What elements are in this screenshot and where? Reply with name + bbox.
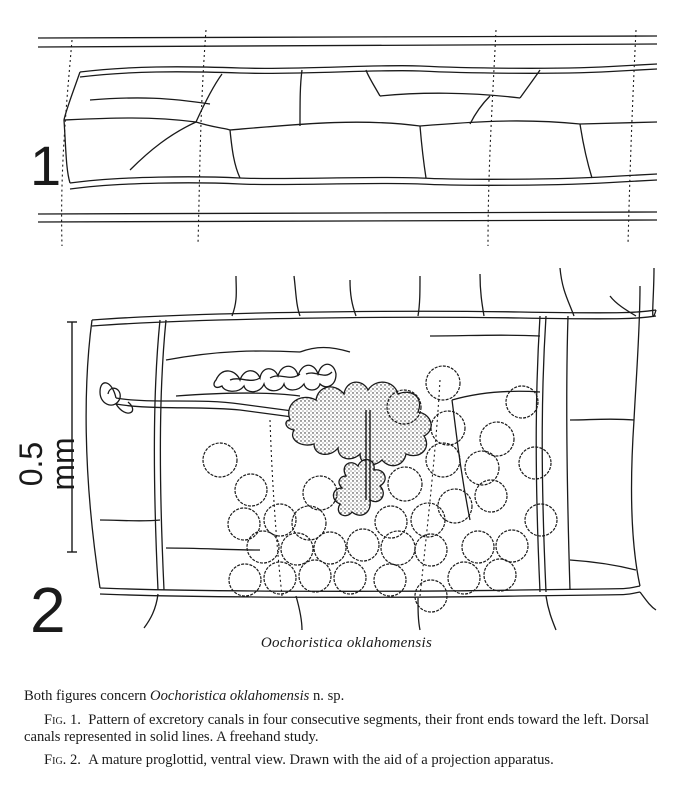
caption-intro-suffix: n. sp. [309,688,345,704]
figure-2-drawing [86,268,656,630]
caption-fig1 [24,712,679,746]
caption-intro [24,688,679,705]
scale-bar-label: 0.5 mm [13,437,81,491]
caption-fig1-text: Pattern of excretory canals in four consecutive segments, their front ends toward the left. Dorsal canals represented in solid lines. A freehand study. [24,712,650,745]
figure-1-label: 1 [30,134,62,197]
vitellaria [333,460,385,516]
figure-2-label: 2 [30,574,66,646]
ovary [286,382,431,466]
caption-fig2-text: A mature proglottid, ventral view. Drawn with the aid of a projection apparatus. [88,752,554,768]
figure-2-species-caption: Oochoristica oklahomensis [260,635,433,651]
caption-fig2-label: Fig. 2. [44,752,81,768]
caption-intro-species: Oochoristica oklahomensis [150,688,310,704]
caption-fig1-label: Fig. 1. [44,712,81,728]
caption-intro-prefix: Both figures concern [24,688,151,704]
figure-1-drawing [38,36,657,222]
caption-fig2 [24,752,679,769]
